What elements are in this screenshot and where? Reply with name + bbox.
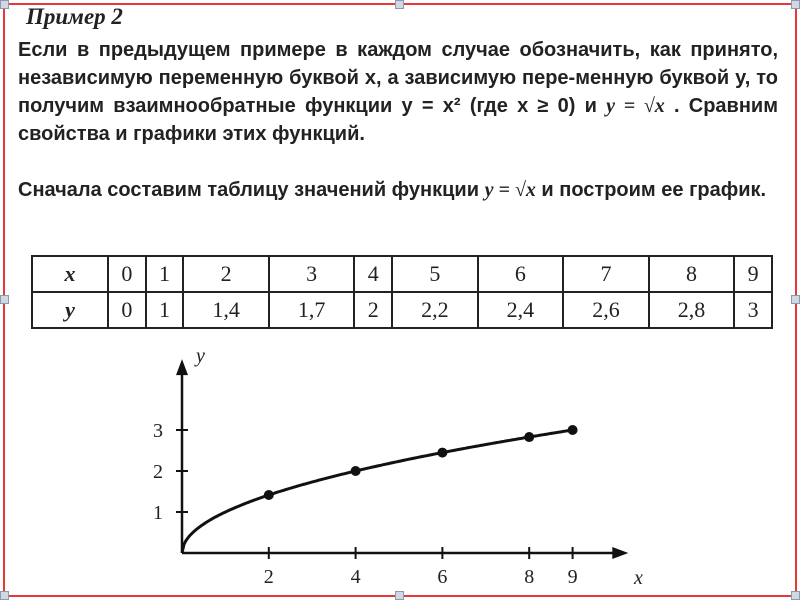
- x-value-cell: 4: [354, 256, 392, 292]
- y-value-cell: 1,4: [183, 292, 269, 328]
- x-tick-label: 6: [437, 566, 448, 588]
- y-value-cell: 2,8: [649, 292, 735, 328]
- y-axis-label: y: [196, 345, 205, 367]
- x-tick-label: 2: [263, 566, 274, 588]
- y-tick-label: 1: [153, 502, 163, 524]
- x-value-cell: 0: [108, 256, 146, 292]
- y-value-cell: 2: [354, 292, 392, 328]
- y-value-cell: 2,4: [478, 292, 564, 328]
- x-tick-label: 8: [524, 566, 535, 588]
- graph-point: [437, 448, 447, 458]
- graph-point: [264, 490, 274, 500]
- sqrt-formula-table-intro: y = √x: [484, 179, 536, 201]
- intro-line4-suffix: . Сравним свойства и графики этих функций.: [18, 95, 779, 145]
- intro-text: Если в предыдущем примере в каждом случае обозначить, как принято, независимую переменную буквой x, а зависимую пере-менную буквой y, то получим взаимнообратные функции y = x²: [18, 39, 778, 117]
- intro-line4-prefix: (где x ≥ 0) и: [469, 95, 607, 117]
- sqrt-curve: [182, 430, 573, 553]
- x-tick-label: 4: [350, 566, 361, 588]
- x-value-cell: 8: [649, 256, 735, 292]
- x-value-cell: 6: [478, 256, 564, 292]
- x-value-cell: 5: [392, 256, 478, 292]
- y-value-cell: 2,6: [563, 292, 649, 328]
- x-value-cell: 9: [734, 256, 772, 292]
- graph-point: [351, 466, 361, 476]
- x-axis-label: x: [634, 567, 643, 589]
- y-tick-label: 2: [153, 461, 163, 483]
- table-intro-suffix: и построим ее график.: [535, 179, 767, 201]
- sqrt-formula-inline: y = √x: [606, 95, 665, 117]
- y-value-cell: 2,2: [392, 292, 478, 328]
- table-intro-prefix: Сначала составим таблицу значений функции: [18, 179, 485, 201]
- y-axis-arrow-icon: [176, 359, 188, 375]
- x-header-cell: x: [32, 256, 108, 292]
- x-tick-label: 9: [567, 566, 578, 588]
- x-axis-arrow-icon: [612, 547, 628, 559]
- x-value-cell: 7: [563, 256, 649, 292]
- example-title: Пример 2: [26, 4, 123, 29]
- x-value-cell: 2: [183, 256, 269, 292]
- y-value-cell: 1: [146, 292, 184, 328]
- y-value-cell: 0: [108, 292, 146, 328]
- y-value-cell: 1,7: [269, 292, 355, 328]
- graph-point: [524, 432, 534, 442]
- y-tick-label: 3: [153, 420, 163, 442]
- y-header-cell: y: [32, 292, 108, 328]
- x-value-cell: 1: [146, 256, 184, 292]
- y-value-cell: 3: [734, 292, 772, 328]
- graph-point: [568, 425, 578, 435]
- x-value-cell: 3: [269, 256, 355, 292]
